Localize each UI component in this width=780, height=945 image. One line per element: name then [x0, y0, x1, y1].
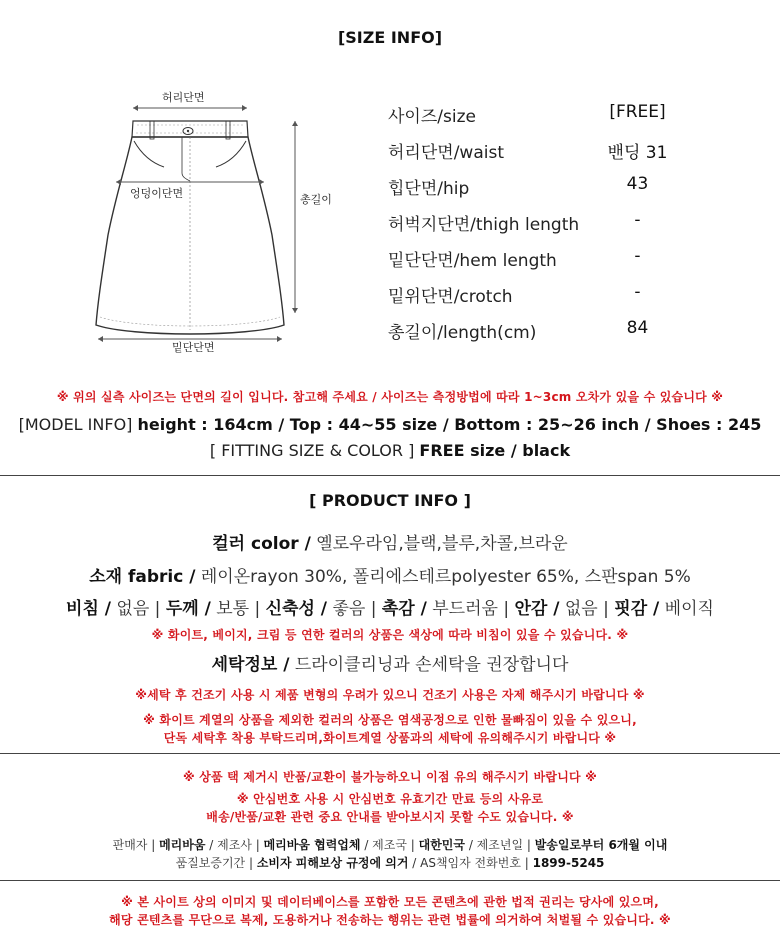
attr-value: 베이직 — [664, 599, 714, 619]
hip-row-value: 43 — [626, 174, 649, 194]
seller-value: 메리바움 — [159, 838, 206, 852]
wash-label: 세탁정보 / — [211, 655, 290, 675]
size-row-value: [FREE] — [609, 102, 666, 122]
safe-number-notice-2: 배송/반품/교환 관련 중요 안내를 받아보시지 못할 수도 있습니다. ※ — [206, 810, 574, 824]
transparency-notice: ※ 화이트, 베이지, 크림 등 연한 컬러의 상품은 색상에 따라 비침이 있을 수 있습니다. ※ — [151, 628, 629, 642]
attr-label: 신축성 / — [265, 599, 328, 619]
as-label: AS책임자 전화번호 — [420, 856, 521, 870]
thigh-row-value: - — [634, 210, 641, 230]
hem-row-value: - — [634, 246, 641, 266]
maker-label: 제조사 — [217, 838, 252, 852]
country-label: 제조국 — [372, 838, 407, 852]
model-info-details: height : 164cm / Top : 44~55 size / Bottom : 25~26 inch / Shoes : 245 — [137, 415, 762, 434]
hip-row-label: 힙단면/hip — [388, 179, 470, 199]
seller-label: 판매자 — [112, 838, 148, 852]
section-divider — [0, 753, 780, 754]
warranty-info: 품질보증기간 | 소비자 피해보상 규정에 의거 / AS책임자 전화번호 | 1899-5245 — [175, 856, 605, 870]
dryer-notice: ※세탁 후 건조기 사용 시 제품 변형의 우려가 있으니 건조기 사용은 자제 해주시기 바랍니다 ※ — [135, 688, 645, 702]
color-label: 컬러 color / — [212, 534, 311, 554]
attr-value: 좋음 — [332, 599, 366, 619]
waist-diagram-label: 허리단면 — [162, 91, 205, 104]
date-label: 제조년일 — [476, 838, 524, 852]
manufacturer-info: 판매자 | 메리바움 / 제조사 | 메리바움 협력업체 / 제조국 | 대한민국 / 제조년일 | 발송일로부터 6개월 이내 — [112, 838, 668, 852]
attr-value: 보통 — [216, 599, 250, 619]
warranty-label: 품질보증기간 — [175, 856, 246, 870]
length-diagram-label: 총길이 — [300, 193, 332, 206]
attr-label: 비침 / — [66, 599, 112, 619]
dye-notice-1: ※ 화이트 계열의 상품을 제외한 컬러의 상품은 염색공정으로 인한 물빠짐이 있을 수 있으니, — [143, 713, 637, 727]
fabric-label: 소재 fabric / — [89, 567, 196, 587]
fitting-info-label: [ FITTING SIZE & COLOR ] — [209, 441, 415, 460]
attr-value: 없음 — [116, 599, 150, 619]
maker-value: 메리바움 협력업체 — [263, 838, 361, 852]
wash-line — [0, 650, 780, 675]
country-value: 대한민국 — [418, 838, 465, 852]
copyright-notice-2: 해당 콘텐츠를 무단으로 복제, 도용하거나 전송하는 행위는 관련 법률에 의거하여 처벌될 수 있습니다. ※ — [109, 913, 671, 927]
hem-row-label: 밑단단면/hem length — [388, 251, 557, 271]
attr-label: 촉감 / — [381, 599, 427, 619]
size-measure-notice: ※ 위의 실측 사이즈는 단면의 길이 입니다. 참고해 주세요 / 사이즈는 측정방법에 따라 1~3cm 오차가 있을 수 있습니다 ※ — [56, 390, 724, 404]
skirt-illustration — [90, 85, 350, 360]
model-info-label: [MODEL INFO] — [18, 415, 133, 434]
date-value: 발송일로부터 6개월 이내 — [534, 838, 668, 852]
section-divider — [0, 880, 780, 881]
product-info-title: [ PRODUCT INFO ] — [309, 491, 471, 510]
thigh-row-label: 허벅지단면/thigh length — [388, 215, 580, 235]
fitting-info-details: FREE size / black — [419, 441, 571, 460]
waist-row-value: 밴딩 31 — [607, 143, 668, 163]
skirt-size-diagram — [90, 85, 350, 360]
wash-value: 드라이클리닝과 손세탁을 권장합니다 — [294, 655, 569, 675]
fabric-value: 레이온rayon 30%, 폴리에스테르polyester 65%, 스판span 5% — [200, 567, 691, 587]
attr-value: 부드러움 — [432, 599, 498, 619]
color-value: 옐로우라임,블랙,블루,차콜,브라운 — [316, 534, 568, 554]
length-row-label: 총길이/length(cm) — [388, 323, 537, 343]
dye-notice-2: 단독 세탁후 착용 부탁드리며,화이트계열 상품과의 세탁에 유의해주시기 바랍니다 ※ — [163, 731, 617, 745]
attr-label: 핏감 / — [614, 599, 660, 619]
fitting-info — [0, 441, 780, 460]
attr-label: 두께 / — [165, 599, 211, 619]
waist-row-label: 허리단면/waist — [388, 143, 504, 163]
size-info-title: [SIZE INFO] — [337, 28, 443, 47]
copyright-notice-1: ※ 본 사이트 상의 이미지 및 데이터베이스를 포함한 모든 콘텐츠에 관한 법적 권리는 당사에 있으며, — [121, 895, 659, 909]
hip-diagram-label: 엉덩이단면 — [130, 187, 184, 200]
safe-number-notice-1: ※ 안심번호 사용 시 안심번호 유효기간 만료 등의 사유로 — [236, 792, 544, 806]
size-row-label: 사이즈/size — [388, 107, 476, 127]
as-phone-value: 1899-5245 — [532, 856, 605, 870]
warranty-value: 소비자 피해보상 규정에 의거 — [256, 856, 409, 870]
color-line — [0, 529, 780, 554]
section-divider — [0, 475, 780, 476]
tag-removal-notice: ※ 상품 택 제거시 반품/교환이 불가능하오니 이점 유의 해주시기 바랍니다 ※ — [182, 770, 598, 784]
length-row-value: 84 — [626, 318, 649, 338]
attr-label: 안감 / — [514, 599, 560, 619]
fabric-line — [0, 562, 780, 587]
attributes-line: 비침 / 없음 | 두께 / 보통 | 신축성 / 좋음 | 촉감 / 부드러움 | 안감 / 없음 | 핏감 / 베이직 — [66, 599, 714, 619]
crotch-row-value: - — [634, 282, 641, 302]
hem-diagram-label: 밑단단면 — [172, 341, 215, 354]
crotch-row-label: 밑위단면/crotch — [388, 287, 513, 307]
attr-value: 없음 — [564, 599, 598, 619]
model-info — [0, 415, 780, 434]
